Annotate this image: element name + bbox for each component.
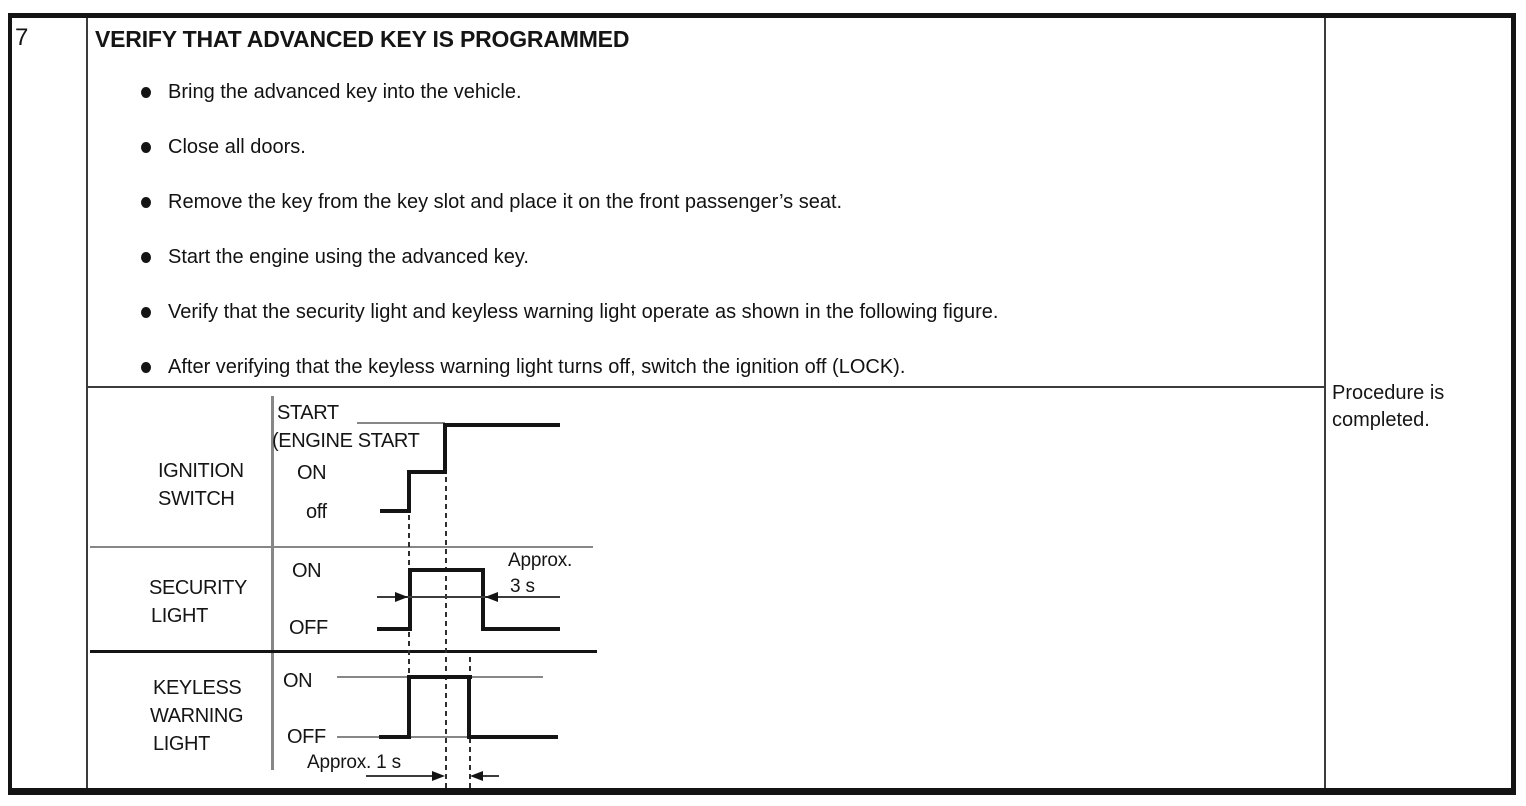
ignition-level-on: ON xyxy=(297,462,327,484)
figure-separator-1 xyxy=(90,546,593,548)
security-annotation-line1: Approx. xyxy=(508,550,573,571)
keyless-waveform-fall-edge xyxy=(467,675,471,739)
ignition-waveform-edge-on-to-start xyxy=(443,423,447,474)
ignition-level-engine-start: (ENGINE START xyxy=(272,430,420,452)
bullet-text: Close all doors. xyxy=(168,136,306,158)
security-level-on: ON xyxy=(292,560,322,582)
bullet-item xyxy=(141,356,905,379)
timing-dashed-line-engine-start xyxy=(445,477,447,789)
dimension-arrow-left-icon xyxy=(485,592,498,602)
bullet-item xyxy=(141,81,522,104)
dimension-arrow-left-icon xyxy=(470,771,483,781)
result-text-line2: completed. xyxy=(1332,409,1430,431)
bullet-icon xyxy=(141,362,151,373)
security-waveform-on-segment xyxy=(408,568,485,572)
ignition-waveform-on-segment xyxy=(407,470,447,474)
step-number: 7 xyxy=(15,24,29,51)
procedure-title: VERIFY THAT ADVANCED KEY IS PROGRAMMED xyxy=(95,26,630,52)
security-light-label-line1: SECURITY xyxy=(149,577,247,599)
table-border-bottom xyxy=(8,788,1516,795)
bullet-icon xyxy=(141,252,151,263)
dimension-arrow-right-icon xyxy=(432,771,445,781)
ignition-switch-label-line1: IGNITION xyxy=(158,460,244,482)
bullet-text: After verifying that the keyless warning light turns off, switch the ignition off (LOCK). xyxy=(168,356,906,378)
ignition-level-off: off xyxy=(306,501,327,523)
result-text-line1: Procedure is xyxy=(1332,382,1445,404)
keyless-waveform-off-left-segment xyxy=(379,735,410,739)
ignition-waveform-edge-off-to-on xyxy=(407,470,411,513)
security-level-off: OFF xyxy=(289,617,328,639)
column-divider-step xyxy=(86,18,88,788)
keyless-dimension-line-right xyxy=(483,775,499,777)
figure-separator-2 xyxy=(90,650,597,653)
security-annotation-line2: 3 s xyxy=(510,576,535,597)
bullet-icon xyxy=(141,142,151,153)
security-waveform-rise-edge xyxy=(408,568,412,631)
security-waveform-off-left-segment xyxy=(377,627,412,631)
security-waveform-off-right-segment xyxy=(481,627,560,631)
keyless-waveform-off-right-segment xyxy=(467,735,558,739)
keyless-waveform-rise-edge xyxy=(407,675,411,739)
ignition-waveform-start-segment xyxy=(443,423,560,427)
dimension-arrow-right-icon xyxy=(395,592,408,602)
bullet-item xyxy=(141,191,842,214)
bullet-item xyxy=(141,246,529,269)
bullet-text: Bring the advanced key into the vehicle. xyxy=(168,81,522,103)
keyless-annotation: Approx. 1 s xyxy=(307,752,401,773)
security-light-label-line2: LIGHT xyxy=(151,605,208,627)
keyless-warning-label-line3: LIGHT xyxy=(153,733,210,755)
ignition-start-leader-line xyxy=(357,422,445,424)
keyless-level-off: OFF xyxy=(287,726,326,748)
table-border-top xyxy=(8,13,1516,18)
ignition-switch-label-line2: SWITCH xyxy=(158,488,235,510)
bullet-icon xyxy=(141,87,151,98)
bullet-text: Remove the key from the key slot and place it on the front passenger’s seat. xyxy=(168,191,843,213)
table-border-left xyxy=(8,13,12,795)
ignition-waveform-off-segment xyxy=(380,509,411,513)
bullet-text: Verify that the security light and keyless warning light operate as shown in the following figure. xyxy=(168,301,999,323)
keyless-warning-label-line2: WARNING xyxy=(150,705,244,727)
keyless-warning-label-line1: KEYLESS xyxy=(153,677,242,699)
figure-axis-divider xyxy=(271,396,274,770)
table-border-right xyxy=(1511,13,1516,795)
bullet-text: Start the engine using the advanced key. xyxy=(168,246,529,268)
bullet-item xyxy=(141,136,306,159)
column-divider-result xyxy=(1324,18,1326,788)
keyless-waveform-on-segment xyxy=(407,675,472,679)
bullet-icon xyxy=(141,307,151,318)
keyless-dimension-line-left xyxy=(366,775,432,777)
keyless-level-on: ON xyxy=(283,670,313,692)
bullet-item xyxy=(141,301,998,324)
bullet-icon xyxy=(141,197,151,208)
ignition-level-start: START xyxy=(277,402,339,424)
figure-top-line xyxy=(88,386,1324,388)
